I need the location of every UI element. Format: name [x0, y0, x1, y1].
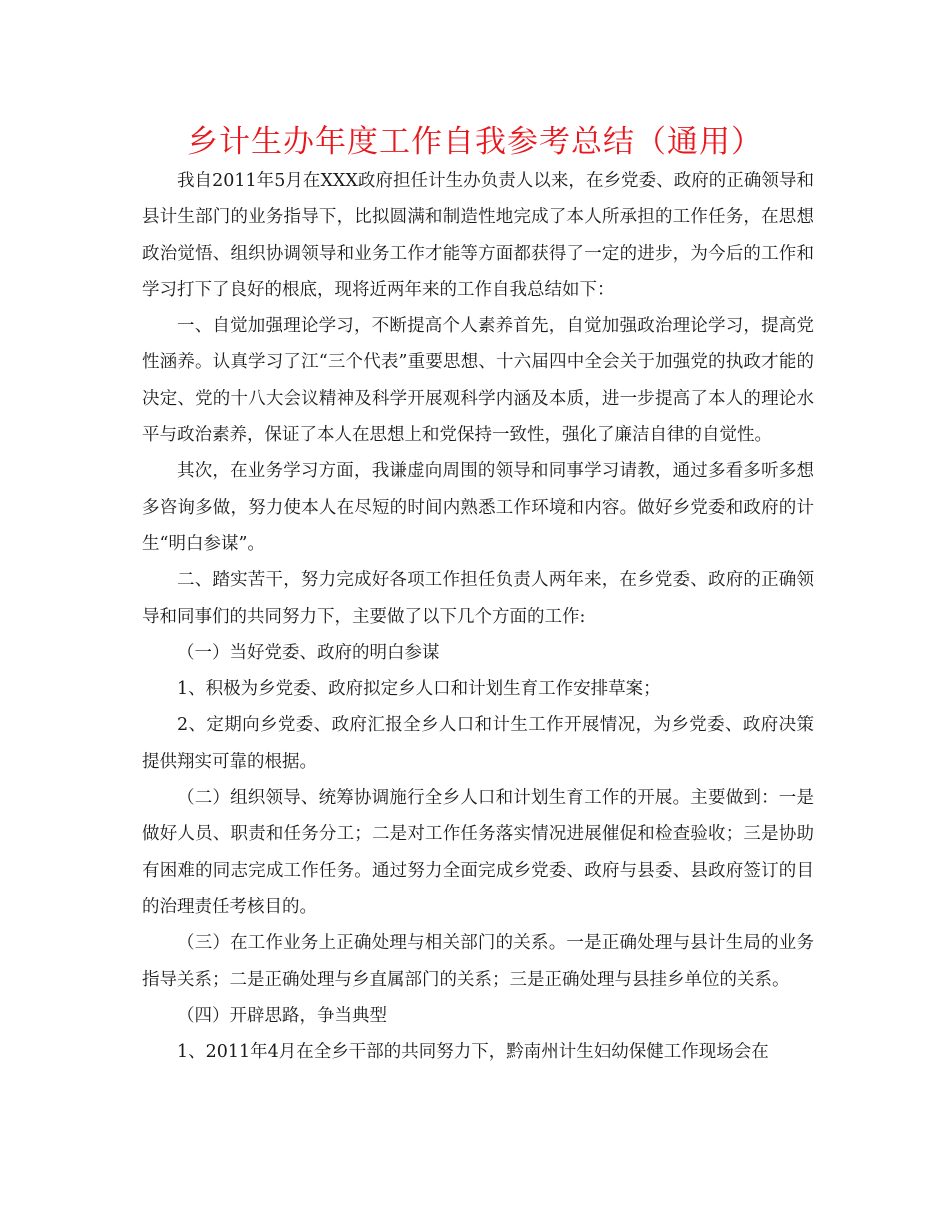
paragraph-intro: 我自2011年5月在XXX政府担任计生办负责人以来，在乡党委、政府的正确领导和县计生部门的业务指导下，比拟圆满和制造性地完成了本人所承担的工作任务，在思想政治觉悟、组织协调领导和业务工作才能等方面都获得了一定的进步，为今后的工作和学习打下了良好的根底，现将近两年来的工作自我总结如下： [142, 171, 814, 300]
paragraph-section-2: 二、踏实苦干，努力完成好各项工作担任负责人两年来，在乡党委、政府的正确领导和同事们的共同努力下，主要做了以下几个方面的工作: [142, 570, 814, 627]
document-title: 乡计生办年度工作自我参考总结（通用） [187, 124, 763, 160]
list-item: 2、定期向乡党委、政府汇报全乡人口和计生工作开展情况，为乡党委、政府决策提供翔实可靠的根据。 [142, 715, 814, 772]
subheading-2: （二）组织领导、统筹协调施行全乡人口和计划生育工作的开展。主要做到：一是做好人员、职责和任务分工；二是对工作任务落实情况进展催促和检查验收；三是协助有困难的同志完成工作任务。通过努力全面完成乡党委、政府与县委、县政府签订的目的治理责任考核目的。 [142, 788, 814, 917]
paragraph-section-1: 一、自觉加强理论学习，不断提高个人素养首先，自觉加强政治理论学习，提高党性涵养。认真学习了江“三个代表”重要思想、十六届四中全会关于加强党的执政才能的决定、党的十八大会议精神及科学开展观科学内涵及本质，进一步提高了本人的理论水平与政治素养，保证了本人在思想上和党保持一致性，强化了廉洁自律的自觉性。 [142, 316, 814, 446]
subheading-4: （四）开辟思路，争当典型 [177, 1005, 387, 1026]
list-item: 1、2011年4月在全乡干部的共同努力下，黔南州计生妇幼保健工作现场会在 [177, 1042, 769, 1063]
subheading-1: （一）当好党委、政府的明白参谋 [177, 642, 440, 663]
list-item: 1、积极为乡党委、政府拟定乡人口和计划生育工作安排草案； [177, 679, 661, 700]
paragraph-section-1-cont: 其次，在业务学习方面，我谦虚向周围的领导和同事学习请教，通过多看多听多想多咨询多做，努力使本人在尽短的时间内熟悉工作环境和内容。做好乡党委和政府的计生“明白参谋”。 [142, 461, 814, 554]
document-body [142, 163, 814, 1070]
subheading-3: （三）在工作业务上正确处理与相关部门的关系。一是正确处理与县计生局的业务指导关系；二是正确处理与乡直属部门的关系；三是正确处理与县挂乡单位的关系。 [142, 933, 814, 990]
